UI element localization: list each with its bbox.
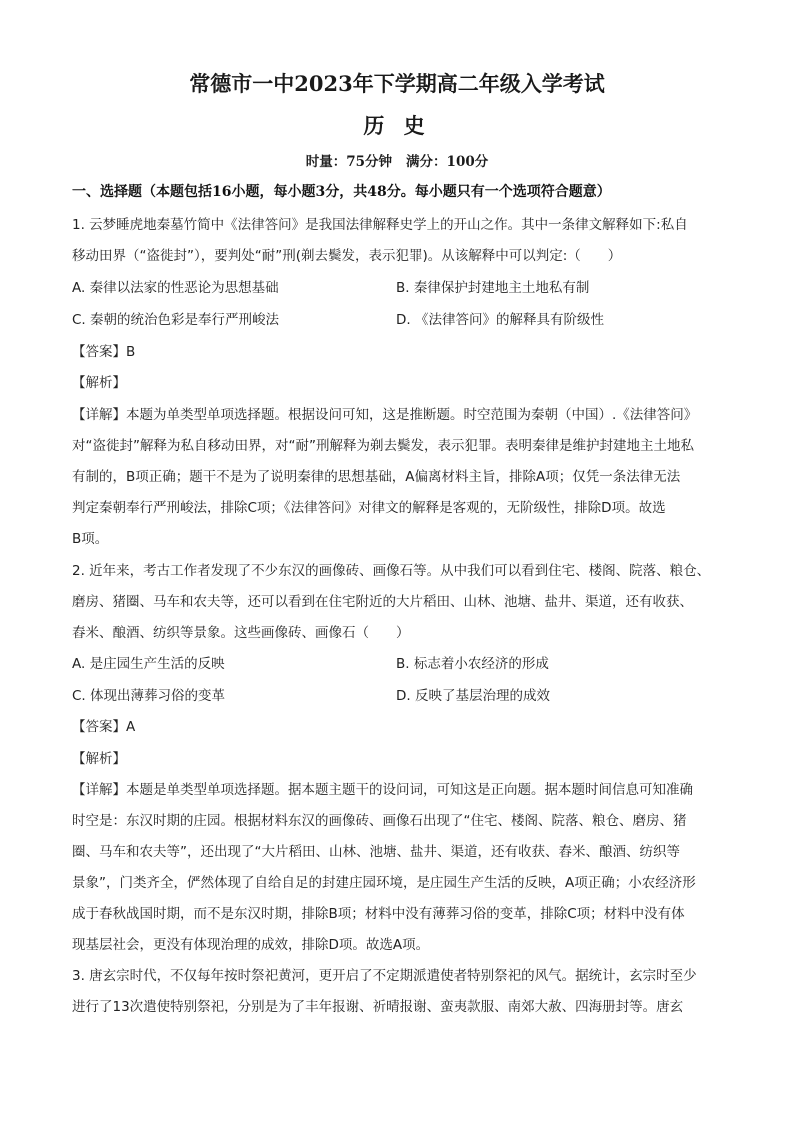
exam-title: 常德市一中2023年下学期高二年级入学考试 xyxy=(189,71,605,96)
q1-detail-line: B项。 xyxy=(72,531,109,547)
q2-detail-line: 时空是：东汉时期的庄园。根据材料东汉的画像砖、画像石出现了“住宅、楼阁、院落、粮仓、磨房、猪 xyxy=(72,813,687,829)
q1-option-d: D. 《法律答问》的解释具有阶级性 xyxy=(396,312,604,328)
q3-stem-line: 3. 唐玄宗时代，不仅每年按时祭祀黄河，更开启了不定期派遣使者特别祭祀的风气。据统计，玄宗时至少 xyxy=(72,968,697,984)
time-limit: 时量：75分钟 xyxy=(305,154,393,170)
q2-option-b: B. 标志着小农经济的形成 xyxy=(396,656,549,672)
q2-detail-line: 圈、马车和农夫等”，还出现了“大片稻田、山林、池塘、盐井、渠道，还有收获、舂米、酿酒、纺织等 xyxy=(72,844,680,860)
q1-option-a: A. 秦律以法家的性恶论为思想基础 xyxy=(72,280,279,296)
subject-title: 历 史 xyxy=(363,113,431,138)
q1-analysis-label: 【解析】 xyxy=(72,375,126,391)
q1-detail-line: 判定秦朝奉行严刑峻法，排除C项；《法律答问》对律文的解释是客观的，无阶级性，排除D项。故选 xyxy=(72,500,666,516)
section-heading: 一、选择题（本题包括16小题，每小题3分，共48分。每小题只有一个选项符合题意） xyxy=(72,184,611,200)
q3-stem-line: 进行了13次遣使特别祭祀，分别是为了丰年报谢、祈晴报谢、蛮夷款服、南郊大赦、四海册封等。唐玄 xyxy=(72,999,684,1015)
q1-detail-line: 对“盗徙封”解释为私自移动田界，对“耐”刑解释为剃去鬓发，表示犯罪。表明秦律是维护封建地主土地私 xyxy=(72,438,694,454)
q1-answer: 【答案】B xyxy=(72,344,136,360)
full-score: 满分：100分 xyxy=(406,154,489,170)
q1-detail-line: 有制的，B项正确；题干不是为了说明秦律的思想基础，A偏离材料主旨，排除A项；仅凭一条法律无法 xyxy=(72,469,681,485)
q1-stem-line: 1. 云梦睡虎地秦墓竹简中《法律答问》是我国法律解释史学上的开山之作。其中一条律文解释如下:私自 xyxy=(72,217,688,233)
q1-option-c: C. 秦朝的统治色彩是奉行严刑峻法 xyxy=(72,312,280,328)
q2-detail-line: 【详解】本题是单类型单项选择题。据本题主题干的设问词，可知这是正向题。据本题时间信息可知准确 xyxy=(72,782,693,798)
q2-analysis-label: 【解析】 xyxy=(72,751,126,767)
q2-stem-line: 磨房、猪圈、马车和农夫等，还可以看到在住宅附近的大片稻田、山林、池塘、盐井、渠道，还有收获、 xyxy=(72,594,693,610)
q2-stem-line: 舂米、酿酒、纺织等景象。这些画像砖、画像石（ ） xyxy=(72,625,410,641)
q1-option-b: B. 秦律保护封建地主土地私有制 xyxy=(396,280,590,296)
q1-detail-line: 【详解】本题为单类型单项选择题。根据设问可知，这是推断题。时空范围为秦朝（中国）.《法律答问》 xyxy=(72,407,698,423)
exam-meta xyxy=(0,150,794,170)
q2-detail-line: 成于春秋战国时期，而不是东汉时期，排除B项；材料中没有薄葬习俗的变革，排除C项；材料中没有体 xyxy=(72,906,685,922)
q2-answer: 【答案】A xyxy=(72,719,136,735)
q2-option-d: D. 反映了基层治理的成效 xyxy=(396,688,550,704)
q1-stem-line: 移动田界（“盗徙封”），要判处“耐”刑(剃去鬓发，表示犯罪)。从该解释中可以判定:（ ） xyxy=(72,248,622,264)
q2-option-a: A. 是庄园生产生活的反映 xyxy=(72,656,225,672)
q2-detail-line: 现基层社会，更没有体现治理的成效，排除D项。故选A项。 xyxy=(72,937,430,953)
q2-option-c: C. 体现出薄葬习俗的变革 xyxy=(72,688,226,704)
q2-detail-line: 景象”，门类齐全，俨然体现了自给自足的封建庄园环境，是庄园生产生活的反映，A项正确；小农经济形 xyxy=(72,875,696,891)
q2-stem-line: 2. 近年来，考古工作者发现了不少东汉的画像砖、画像石等。从中我们可以看到住宅、楼阁、院落、粮仓、 xyxy=(72,563,711,579)
